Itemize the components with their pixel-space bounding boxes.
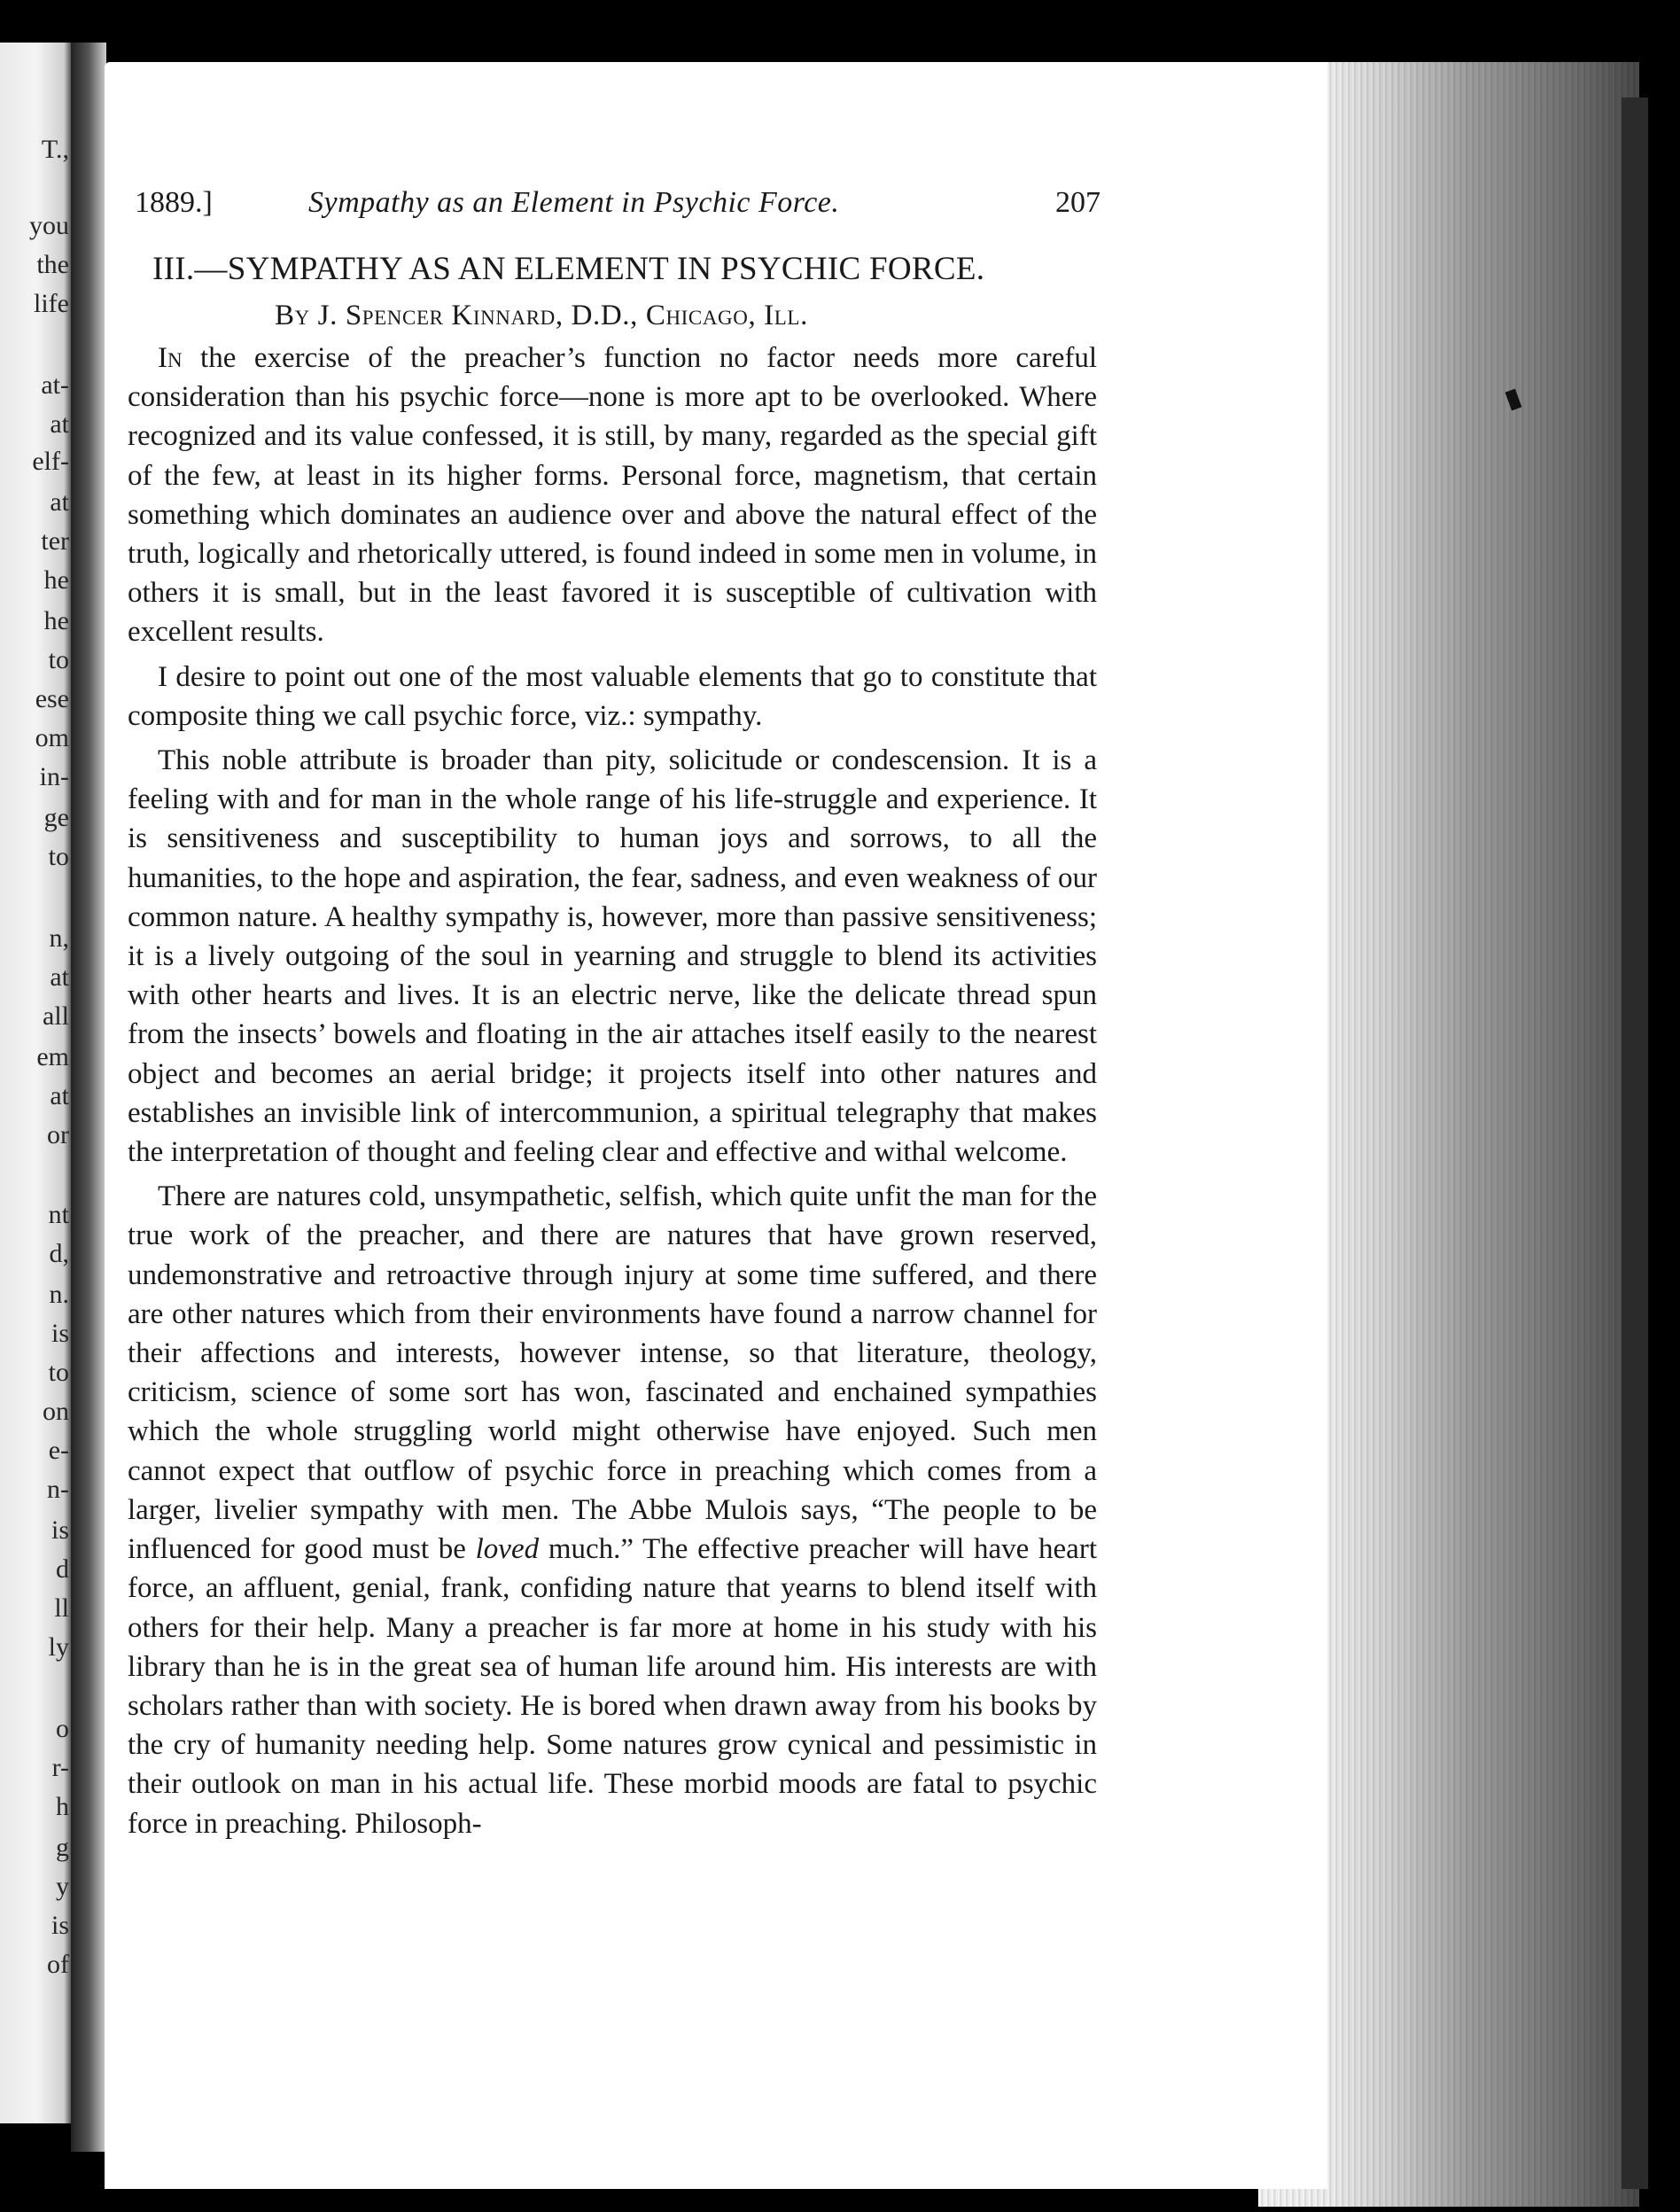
- left-page-fragment: at: [50, 962, 69, 992]
- left-page-fragment: at-: [41, 370, 69, 400]
- left-page-fragment: is: [51, 1515, 69, 1545]
- left-page-fragment: is: [51, 1911, 69, 1940]
- left-page-fragment: ese: [35, 684, 69, 713]
- left-page-fragment: em: [36, 1042, 69, 1071]
- paragraph-4: There are natures cold, unsympathetic, selfish, which quite unfit the man for the true work of the preacher, and there are natures that have grown reserved, undemonstrative and retroactive through injury at some time suffered, and there are other natures which from their environments have found a narrow channel for their affections and interests, however intense, so that literature, theology, criticism, science of some sort has won, fascinated and enchained sympathies which the whole struggling world might otherwise have enjoyed. Such men cannot expect that outflow of psychic force in preaching which comes from a larger, livelier sympathy with men. The Abbe Mulois says, “The people to be influenced for good must be loved much.” The effective preacher will have heart force, an affluent, genial, frank, confiding nature that yearns to blend itself with others for their help. Many a preacher is far more at home in his study with his library than he is in the great sea of human life around him. His interests are with scholars rather than with society. He is bored when drawn away from his books by the cry of humanity needing help. Some natures grow cynical and pessimistic in their outlook on man in his actual life. These morbid moods are fatal to psychic force in preaching. Philosoph-: [128, 1180, 1097, 1840]
- left-page-fragment: d: [56, 1554, 69, 1584]
- article-title: III.—SYMPATHY AS AN ELEMENT IN PSYCHIC FORCE.: [152, 251, 985, 287]
- paragraph-3: This noble attribute is broader than pity, solicitude or condescension. It is a feeling with and for man in the whole range of his life-struggle and experience. It is sensitiveness and susceptibility to human joys and sorrows, to all the humanities, to the hope and aspiration, the fear, sadness, and even weakness of our common nature. A healthy sympathy is, however, more than passive sensitiveness; it is a lively outgoing of the soul in yearning and struggle to blend its activities with other hearts and lives. It is an electric nerve, like the delicate thread spun from the insects’ bowels and floating in the air attaches itself easily to the nearest object and becomes an aerial bridge; it projects itself into other natures and establishes an invisible link of intercommunion, a spiritual telegraphy that makes the interpretation of thought and feeling clear and effective and withal welcome.: [128, 744, 1097, 1169]
- left-page-fragment: om: [35, 723, 69, 752]
- left-page-fragment: to: [48, 1358, 69, 1387]
- running-title: Sympathy as an Element in Psychic Force.: [308, 186, 840, 219]
- left-page-fragment: at: [50, 409, 69, 439]
- left-page-fragment: o: [56, 1714, 69, 1743]
- drop-word: In: [158, 342, 183, 374]
- running-header: [135, 186, 1101, 227]
- book-gutter: [71, 43, 106, 2152]
- page-number: 207: [1055, 186, 1101, 219]
- left-page-fragment: elf-: [32, 447, 69, 476]
- left-page-fragment: at: [50, 1081, 69, 1110]
- left-page-fragment: r-: [51, 1753, 69, 1782]
- left-page-fragment: to: [48, 645, 69, 674]
- left-page-fragment: at: [50, 487, 69, 517]
- left-page-fragment: nt: [48, 1200, 69, 1229]
- left-page-fragment: in-: [39, 762, 69, 791]
- left-page-fragment: ll: [54, 1593, 69, 1623]
- left-page-fragment: all: [43, 1001, 69, 1031]
- left-page-fragment: n-: [47, 1475, 69, 1504]
- left-page-fragment: you: [29, 211, 69, 240]
- left-page-fragment: life: [34, 289, 69, 318]
- left-page-fragment: the: [36, 250, 69, 279]
- left-page-fragment: h: [56, 1792, 69, 1821]
- left-page-fragment: ly: [48, 1632, 69, 1662]
- left-page-fragment: ter: [41, 526, 69, 556]
- left-page-fragment: n.: [49, 1280, 69, 1309]
- left-page-fragment: y: [56, 1872, 69, 1901]
- left-page-fragment: he: [43, 606, 69, 635]
- left-page-fragment: of: [47, 1950, 69, 1979]
- left-page-fragment: n,: [49, 923, 69, 953]
- article-body: [128, 339, 1097, 1843]
- left-page-fragment: T.,: [41, 135, 69, 164]
- header-year: 1889.]: [135, 186, 213, 219]
- article-byline: By J. Spencer Kinnard, D.D., Chicago, Ill.: [275, 300, 808, 331]
- left-page-fragment: d,: [49, 1239, 69, 1268]
- paragraph-2: I desire to point out one of the most valuable elements that go to constitute that composite thing we call psychic force, viz.: sympathy.: [128, 660, 1097, 732]
- emphasis-loved: loved: [475, 1533, 540, 1566]
- left-page-fragment: is: [51, 1319, 69, 1348]
- paragraph-1: In the exercise of the preacher’s function no factor needs more careful consideration than his psychic force—none is more apt to be overlooked. Where recognized and its value confessed, it is still, by many, regarded as the special gift of the few, at least in its higher forms. Personal force, magnetism, that certain something which dominates an audience over and above the natural effect of the truth, logically and rhetorically uttered, is found indeed in some men in volume, in others it is small, but in the least favored it is susceptible of cultivation with excellent results.: [128, 342, 1097, 649]
- left-page-fragment: he: [43, 565, 69, 595]
- left-page-fragment: ge: [43, 803, 69, 832]
- left-page-fragment: on: [43, 1397, 69, 1426]
- left-page-fragment: e-: [48, 1436, 69, 1465]
- left-page-fragment: or: [47, 1120, 69, 1149]
- left-page-fragment: to: [48, 842, 69, 871]
- left-page-fragment: g: [56, 1833, 69, 1862]
- page-edges-shadow: [1622, 97, 1648, 2189]
- left-page-edge: [0, 43, 73, 2123]
